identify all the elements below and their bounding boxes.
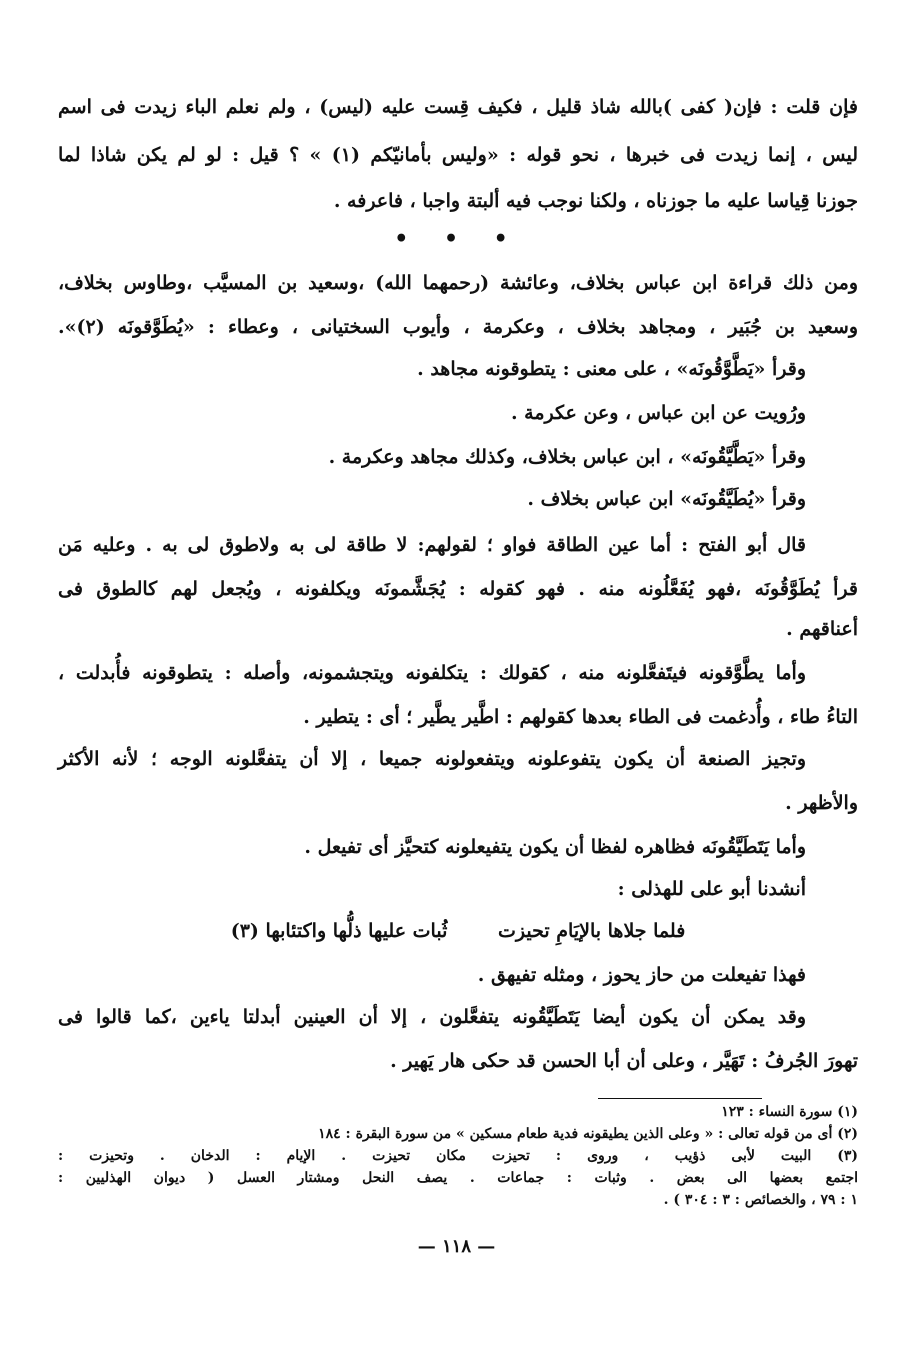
verse-first-hemistich: فلما جلاها بالإيَامِ تحيزت xyxy=(498,920,686,942)
footnote: (٣) البيت لأبى ذؤيب ، وروى : تحيزت مكان تحيزت . الإيام : الدخان . وتحيزت : xyxy=(58,1148,858,1164)
text-line: قال أبو الفتح : أما عين الطاقة فواو ؛ لقولهم: لا طاقة لى به ولاطوق لى به . وعليه مَن xyxy=(58,534,806,556)
text-line: تهورَ الجُرفُ : تَهَيَّر ، وعلى أن أبا الحسن قد حكى هار يَهير . xyxy=(390,1050,858,1072)
footnote-divider xyxy=(598,1098,762,1099)
text-line: قرأ يُطَوَّقُونَه ،فهو يُفَعَّلُونه منه . فهو كقوله : يُجَشَّمونَه ويكلفونه ، ويُجعل لهم كالطوق فى xyxy=(58,578,858,600)
page-number: — ١١٨ — xyxy=(417,1236,496,1257)
poetry-verse xyxy=(58,914,858,948)
footnote-continuation: ١ : ٧٩ ، والخصائص : ٣ : ٣٠٤ ) . xyxy=(663,1192,858,1208)
verse-second-hemistich: ثُبات عليها ذلُّها واكتئابها (٣) xyxy=(230,920,448,942)
text-line: وتجيز الصنعة أن يكون يتفوعلونه ويتفعولونه جميعا ، إلا أن يتفعَّلونه الوجه ؛ لأنه الأكثر xyxy=(58,748,806,770)
footnote-continuation: اجتمع بعضها الى بعض . وثبات : جماعات . يصف النحل ومشتار العسل ( ديوان الهذليين : xyxy=(58,1170,858,1186)
text-line: أنشدنا أبو على للهذلى : xyxy=(617,878,806,900)
section-separator: • • • xyxy=(394,226,522,252)
text-line: والأظهر . xyxy=(785,792,858,814)
text-line: وقرأ «يَطَّوَّقُونَه» ، على معنى : يتطوقونه مجاهد . xyxy=(417,358,806,380)
text-line: فإن قلت : فإن( كفى )بالله شاذ قليل ، فكيف قِست عليه (ليس) ، ولم نعلم الباء زيدت فى اسم xyxy=(58,96,858,118)
text-line: ليس ، إنما زيدت فى خبرها ، نحو قوله : «وليس بأمانيّكم (١) » ؟ قيل : لو لم يكن شاذا لما xyxy=(58,144,858,166)
text-line: أعناقهم . xyxy=(786,618,858,640)
text-line: وسعيد بن جُبَير ، ومجاهد بخلاف ، وعكرمة ، وأيوب السختيانى ، وعطاء : «يُطَوَّقونَه (٢)». xyxy=(58,316,858,338)
footnote: (٢) أى من قوله تعالى : « وعلى الذين يطيقونه فدية طعام مسكين » من سورة البقرة : ١٨٤ xyxy=(318,1126,858,1142)
text-line: التاءُ طاء ، وأُدغمت فى الطاء بعدها كقولهم : اطَّير يطَّير ؛ أى : يتطير . xyxy=(303,706,858,728)
main-text xyxy=(58,0,858,1346)
footnote: (١) سورة النساء : ١٢٣ xyxy=(721,1104,858,1120)
text-line: وأما يطَّوَّقونه فيتَفعَّلونه منه ، كقولك : يتكلفونه ويتجشمونه، وأصله : يتطوقونه فأُبدلت ، xyxy=(58,662,806,684)
text-line: وأما يَتَطَيَّقُونَه فظاهره لفظا أن يكون يتفيعلونه كتحيَّز أى تفيعل . xyxy=(304,836,806,858)
text-line: جوزنا قِياسا عليه ما جوزناه ، ولكنا نوجب فيه ألبتة واجبا ، فاعرفه . xyxy=(333,190,858,212)
text-line: ومن ذلك قراءة ابن عباس بخلاف، وعائشة (رحمهما الله) ،وسعيد بن المسيَّب ،وطاوس بخلاف، xyxy=(58,272,858,294)
text-line: ورُويت عن ابن عباس ، وعن عكرمة . xyxy=(510,402,806,424)
text-line: فهذا تفيعلت من حاز يحوز ، ومثله تفيهق . xyxy=(477,964,806,986)
text-line: وقرأ «يَطَّيَّقُونَه» ، ابن عباس بخلاف، وكذلك مجاهد وعكرمة . xyxy=(328,446,806,468)
text-line: وقد يمكن أن يكون أيضا يَتَطَيَّقُونه يتفعَّلون ، إلا أن العينين أبدلتا ياءين ،كما قالوا فى xyxy=(58,1006,806,1028)
text-line: وقرأ «يُطَيَّقُونَه» ابن عباس بخلاف . xyxy=(527,488,806,510)
